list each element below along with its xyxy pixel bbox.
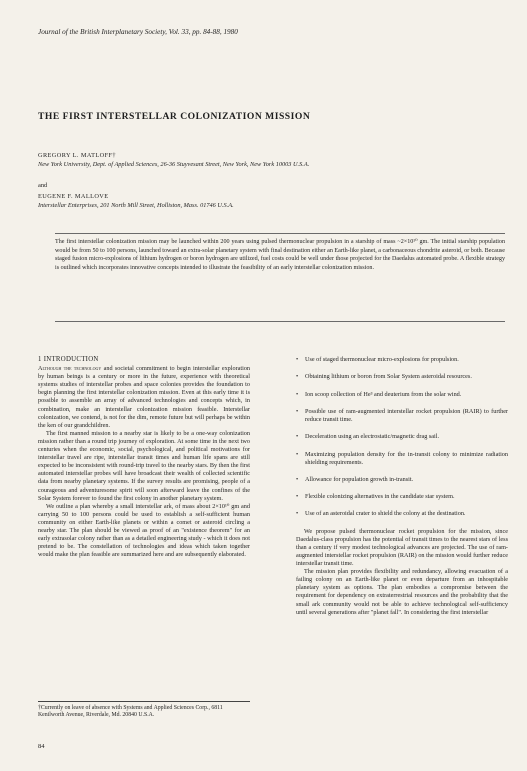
- intro-paragraph-3: We outline a plan whereby a small interstellar ark, of mass about 2×10¹⁰ gm and carrying 50 to 100 persons could be used to establish a self-sufficient human community on either Earth-like planets or within a comet or asteroid circling a nearby star. The plan should be viewed as proof of an "existence theorem" for an early extrasolar colony rather than as a detailed engineering study - which it does not pretend to be. The constellation of technologies and ideas which taken together would make the plan feasible are summarized here and are subsequently elaborated.: [38, 502, 250, 559]
- author-affiliation: New York University, Dept. of Applied Sciences, 26-36 Stuyvesant Street, New York, New York 10003 U.S.A.: [38, 160, 310, 168]
- article-title: THE FIRST INTERSTELLAR COLONIZATION MISSION: [38, 111, 311, 122]
- intro-paragraph-1-text: and societal commitment to begin interstellar exploration by human beings is a century or more in the future, experience with theoretical systems studies of interstellar probes and space colonies provides the foundation to begin planning the first interstellar colonization mission. Even at this early time it is possible to assemble an array of advanced technologies and concepts which, in combination, make an interstellar colonization mission feasible. Interstellar colonization, we contend, is not for the dim, remote future but will perhaps be within the ken of our grandchildren.: [38, 365, 251, 429]
- page-number: 84: [38, 743, 45, 750]
- list-item: • Deceleration using an electrostatic/magnetic drag sail.: [296, 433, 508, 441]
- journal-citation: Journal of the British Interplanetary Society, Vol. 33, pp. 84-88, 1980: [38, 28, 238, 36]
- intro-lead: Although the technology: [38, 365, 102, 373]
- footnote: †Currently on leave of absence with Systems and Applied Sciences Corp., 6811 Kenilworth Avenue, Riverdale, Md. 20840 U.S.A.: [38, 705, 223, 719]
- author-block-1: [38, 152, 508, 169]
- author-separator: and: [38, 182, 48, 189]
- author-affiliation: Interstellar Enterprises, 201 North Mill Street, Holliston, Mass. 01746 U.S.A.: [38, 201, 234, 209]
- intro-paragraph-1: [38, 365, 250, 430]
- abstract-top-rule: [55, 233, 505, 234]
- list-item: • Use of staged thermonuclear micro-explosions for propulsion.: [296, 356, 508, 364]
- list-item: • Use of an asteroidal crater to shield the colony at the destination.: [296, 510, 508, 518]
- section-heading: 1 INTRODUCTION: [38, 356, 99, 363]
- list-item: • Possible use of ram-augmented interstellar rocket propulsion (RAIR) to further reduce transit time.: [296, 408, 508, 424]
- right-paragraph-1: We propose pulsed thermonuclear rocket propulsion for the mission, since Daedalus-class propulsion has the potential of transit times to the nearest stars of less than a century if very modest technological advances are projected. The use of ram-augmented interstellar rocket propulsion (RAIR) on the mission would further reduce interstellar transit time.: [296, 527, 508, 568]
- author-block-2: [38, 193, 508, 210]
- intro-paragraph-2: The first manned mission to a nearby star is likely to be a one-way colonization mission rather than a round trip journey of exploration. At some time in the next two centuries when the economic, social, psychological, and political motivations for interstellar travel are ripe, interstellar transit times and human life spans are still expected to be inconsistent with round-trip travel to the nearby stars. By then the first automated interstellar probes will have broadcast their wealth of collected scientific data from nearby planetary systems. If the survey results are promising, people of a courageous and adventuresome spirit will soon afterward leave the confines of the Solar System forever to found the first colony in another planetary system.: [38, 429, 250, 502]
- right-column: [296, 356, 508, 617]
- author-name: GREGORY L. MATLOFF†: [38, 152, 116, 159]
- list-item: • Maximizing population density for the in-transit colony to minimize radiation shielding requirements.: [296, 451, 508, 467]
- left-column: [38, 356, 250, 559]
- right-paragraph-2: The mission plan provides flexibility and redundancy, allowing evacuation of a failing colony on an Earth-like planet or even departure from an inhospitable planetary system as options. The plan embodies a compromise between the requirement for dependency on extraterrestrial resources and the probability that the small ark community would not be able to achieve technological self-sufficiency until several generations after "planet fall". In considering the first interstellar: [296, 568, 508, 616]
- abstract: The first interstellar colonization mission may be launched within 200 years using pulsed thermonuclear propulsion in a starship of mass ~2×10¹⁰ gm. The initial starship population would be from 50 to 100 persons, launched toward an extra-solar planetary system with final destination either an Earth-like planet, a carbonaceous chondrite asteroid, or both. Because staged fusion micro-explosions of lithium hydrogen or boron hydrogen are utilized, fuel costs could be well under those projected for the Daedalus automated probe. A flexible strategy is outlined which incorporates innovative concepts intended to illustrate the feasibility of an early interstellar colonization mission.: [55, 239, 505, 272]
- list-item: • Obtaining lithium or boron from Solar System asteroidal resources.: [296, 373, 508, 381]
- author-name: EUGENE F. MALLOVE: [38, 193, 109, 200]
- list-item: • Flexible colonizing alternatives in the candidate star system.: [296, 493, 508, 501]
- concept-list: [296, 356, 508, 519]
- footnote-rule: [38, 701, 250, 702]
- list-item: • Ion scoop collection of He³ and deuterium from the solar wind.: [296, 391, 508, 399]
- list-item: • Allowance for population growth in-transit.: [296, 476, 508, 484]
- abstract-bottom-rule: [55, 321, 505, 322]
